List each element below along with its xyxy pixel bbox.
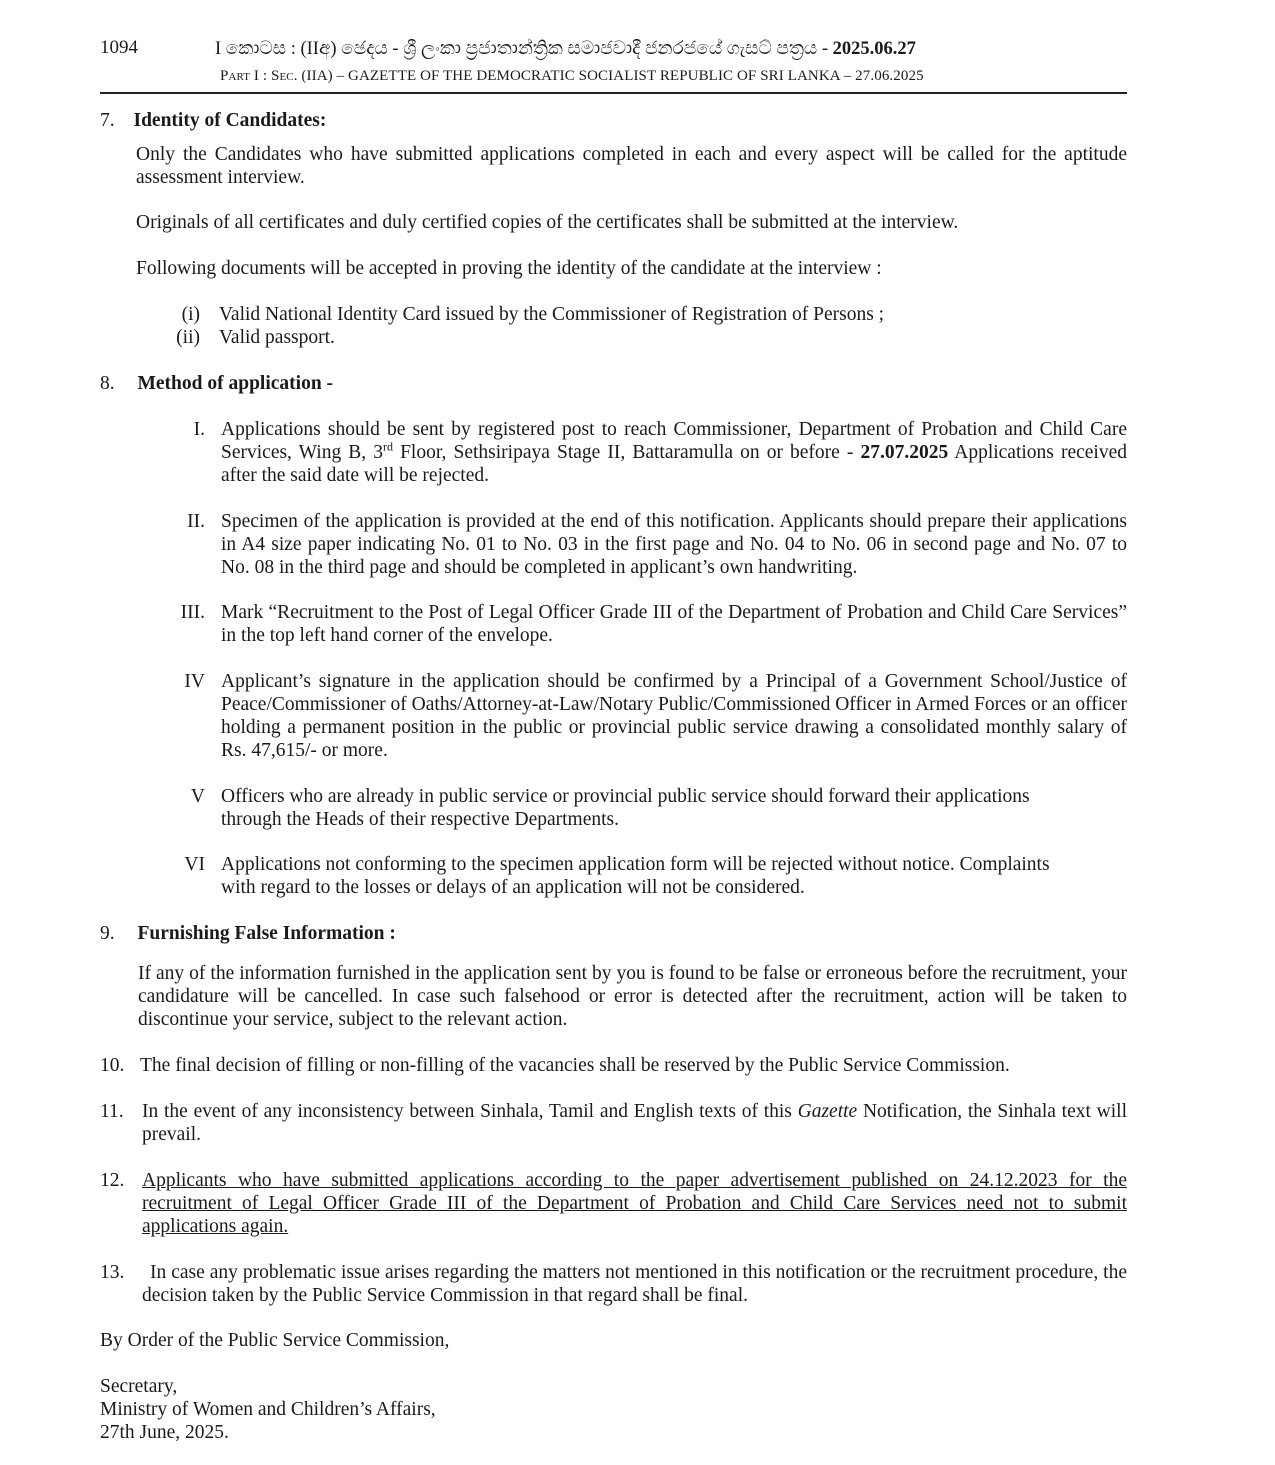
section-9-paragraph: If any of the information furnished in the application sent by you is found to be false or erroneous before the recruitment, your candidature will be cancelled. In case such falsehood or error is detected after the recruitment, action will be taken to discontinue your service, subject to the relevant action.: [138, 963, 1127, 1030]
sec-label: : Sec.: [262, 68, 298, 84]
section-9-heading: [100, 922, 396, 945]
item-number: II.: [187, 511, 205, 532]
method-item-1: [221, 418, 1127, 487]
section-heading: Identity of Candidates:: [133, 110, 327, 131]
method-item-3: Mark “Recruitment to the Post of Legal Officer Grade III of the Department of Probation and Child Care Services” in the top left hand corner of the envelope.: [221, 602, 1127, 646]
item-number: V: [190, 786, 205, 807]
part-label: Part I: [220, 68, 260, 84]
section-11-number: 11.: [100, 1101, 124, 1122]
method-item-6: Applications not conforming to the specimen application form will be rejected without notice. Complaints with regard to the losses or delays of an application will not be considered.: [221, 854, 1050, 898]
closing-date: 27.07.2025: [860, 442, 949, 463]
item-number: III.: [180, 602, 205, 623]
notice-date: 27th June, 2025.: [100, 1422, 229, 1443]
section-7-paragraph-3: Following documents will be accepted in proving the identity of the candidate at the interview :: [136, 258, 882, 279]
ordinal-suffix: rd: [383, 439, 393, 454]
list-item: [160, 303, 1127, 326]
gazette-italic: Gazette: [797, 1101, 858, 1122]
ministry-name: Ministry of Women and Children’s Affairs,: [100, 1399, 436, 1420]
section-7-paragraph-1: Only the Candidates who have submitted applications completed in each and every aspect will be called for the aptitude assessment interview.: [136, 144, 1127, 188]
sinhala-date: 2025.06.27: [832, 39, 916, 59]
section-number: 9.: [100, 923, 115, 944]
section-7-heading: [100, 109, 326, 132]
section-number: 8.: [100, 373, 115, 394]
item-number: VI: [184, 854, 205, 875]
section-12-number: 12.: [100, 1170, 125, 1191]
item-text: Applications should be sent by registered post to reach Commissioner, Department of Probation and Child Care Services, Wing B, 3: [221, 419, 1127, 463]
item-number: IV: [184, 671, 205, 692]
item-number: I.: [193, 419, 205, 440]
item-text: Floor, Sethsiripaya Stage II, Battaramulla on or before -: [393, 442, 854, 463]
english-header: [220, 65, 924, 88]
sinhala-title: I කොටස : (IIඅ) ඡෙදය - ශ්‍රී ලංකා ප්‍රජාතාන්ත්‍රික සමාජවාදී ජනරජයේ ගැසට් පත්‍රය -: [215, 39, 828, 59]
method-item-5: Officers who are already in public service or provincial public service should forward their applications through the Heads of their respective Departments.: [221, 786, 1030, 830]
item-text: Applications received after the said date will be rejected.: [221, 442, 1128, 486]
list-item: [160, 326, 1127, 349]
section-10-text: The final decision of filling or non-filling of the vacancies shall be reserved by the Public Service Commission.: [140, 1055, 1010, 1076]
section-12-text: Applicants who have submitted applications according to the paper advertisement published on 24.12.2023 for the recruitment of Legal Officer Grade III of the Department of Probation and Child Care Services need not to submit applications again.: [142, 1170, 1127, 1237]
list-item-text: Valid passport.: [219, 327, 335, 348]
section-heading: Method of application -: [137, 373, 334, 394]
section-13-number: 13.: [100, 1262, 125, 1283]
section-11-text: [142, 1100, 1127, 1146]
english-title: (IIA) – GAZETTE OF THE DEMOCRATIC SOCIALIST REPUBLIC OF SRI LANKA – 27.06.2025: [301, 68, 924, 84]
section-number: 7.: [100, 110, 115, 131]
section-7-paragraph-2: Originals of all certificates and duly certified copies of the certificates shall be submitted at the interview.: [136, 212, 959, 233]
page-header: [100, 36, 1127, 94]
order-line: By Order of the Public Service Commission,: [100, 1330, 450, 1351]
sinhala-header: [215, 38, 916, 61]
section-8-heading: [100, 372, 333, 395]
text-part: Notification, the Sinhala text will prevail.: [142, 1101, 1127, 1145]
section-13-text: In case any problematic issue arises regarding the matters not mentioned in this notification or the recruitment procedure, the decision taken by the Public Service Commission in that regard shall be final.: [142, 1262, 1127, 1306]
list-item-number: (i): [181, 304, 200, 325]
section-heading: Furnishing False Information :: [137, 923, 396, 944]
method-item-2: Specimen of the application is provided at the end of this notification. Applicants should prepare their applications in A4 size paper indicating No. 01 to No. 03 in the first page and No. 04 to No. 06 in second page and No. 07 to No. 08 in the third page and should be completed in applicant’s own handwriting.: [221, 511, 1127, 578]
list-item-number: (ii): [176, 327, 200, 348]
method-item-4: Applicant’s signature in the application should be confirmed by a Principal of a Government School/Justice of Peace/Commissioner of Oaths/Attorney-at-Law/Notary Public/Commissioned Officer in Armed Forces or an officer holding a permanent position in the public or provincial public service drawing a consolidated monthly salary of Rs. 47,615/- or more.: [221, 671, 1127, 761]
identity-document-list: [160, 303, 1127, 349]
section-10-number: 10.: [100, 1055, 125, 1076]
text-part: In the event of any inconsistency between Sinhala, Tamil and English texts of this: [142, 1101, 798, 1122]
page-number: 1094: [100, 37, 138, 58]
list-item-text: Valid National Identity Card issued by the Commissioner of Registration of Persons ;: [219, 304, 885, 325]
signatory-title: Secretary,: [100, 1376, 178, 1397]
